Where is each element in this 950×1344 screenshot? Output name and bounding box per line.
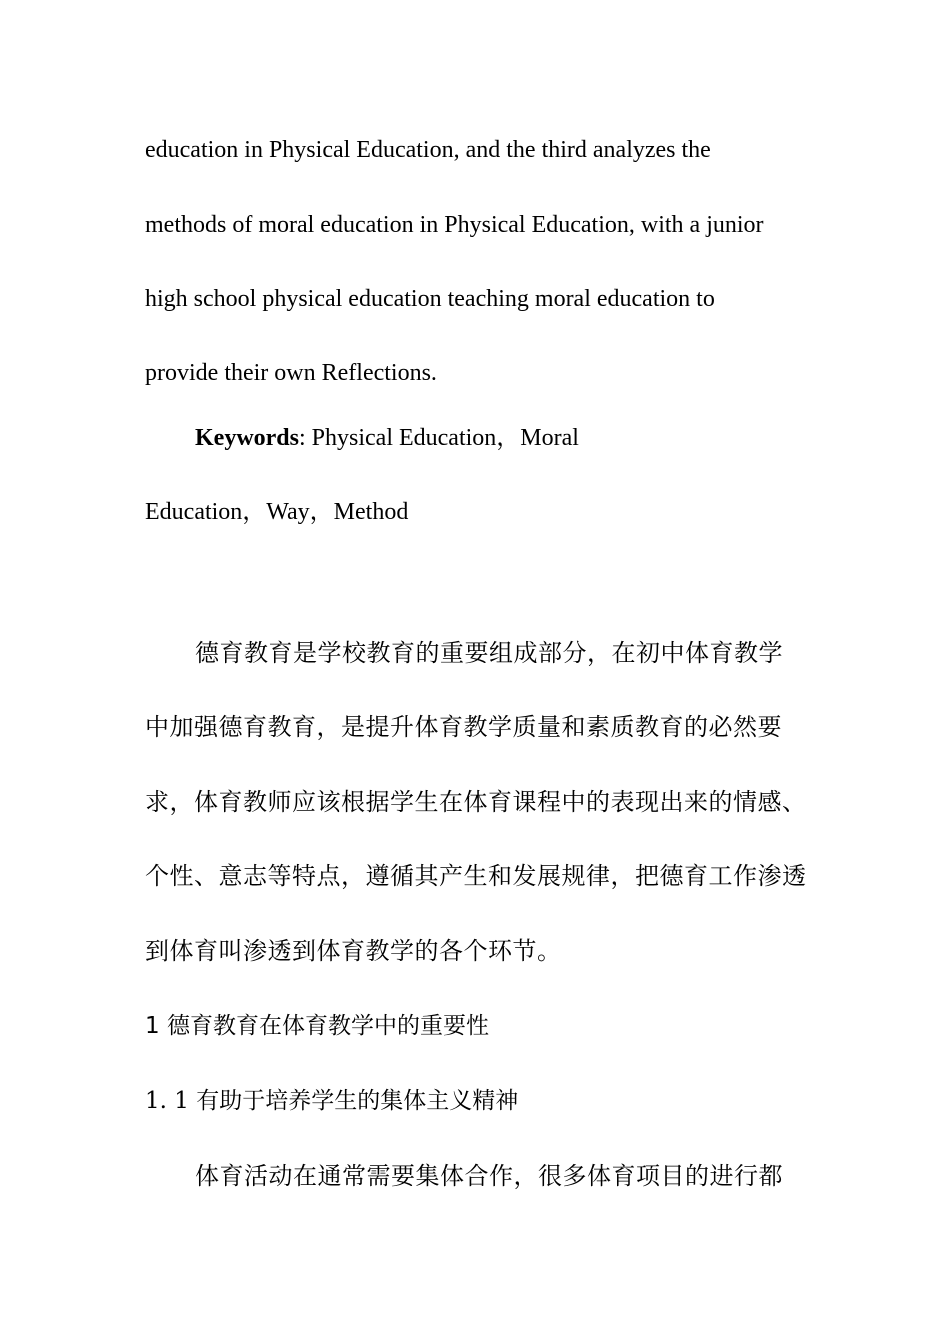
intro-line-2: 中加强德育教育，是提升体育教学质量和素质教育的必然要 — [145, 713, 782, 741]
abstract-line-3: high school physical education teaching moral education to — [145, 286, 715, 312]
keywords-line-2: Education，Way，Method — [145, 499, 409, 525]
keywords-label: Keywords — [195, 425, 299, 451]
intro-line-1: 德育教育是学校教育的重要组成部分，在初中体育教学 — [195, 639, 783, 667]
abstract-line-2: methods of moral education in Physical Education, with a junior — [145, 212, 764, 238]
keywords-text-1: : Physical Education，Moral — [299, 425, 579, 451]
section-1-heading: 1 德育教育在体育教学中的重要性 — [145, 1013, 489, 1039]
section-1-1-heading: 1. 1 有助于培养学生的集体主义精神 — [145, 1088, 519, 1114]
abstract-line-1: education in Physical Education, and the third analyzes the — [145, 137, 711, 163]
abstract-line-4: provide their own Reflections. — [145, 360, 437, 386]
intro-line-4: 个性、意志等特点，遵循其产生和发展规律，把德育工作渗透 — [145, 862, 807, 890]
section-1-1-line-1: 体育活动在通常需要集体合作，很多体育项目的进行都 — [195, 1162, 783, 1190]
intro-line-3: 求，体育教师应该根据学生在体育课程中的表现出来的情感、 — [145, 788, 807, 816]
keywords-line-1 — [195, 422, 579, 454]
intro-line-5: 到体育叫渗透到体育教学的各个环节。 — [145, 937, 562, 965]
